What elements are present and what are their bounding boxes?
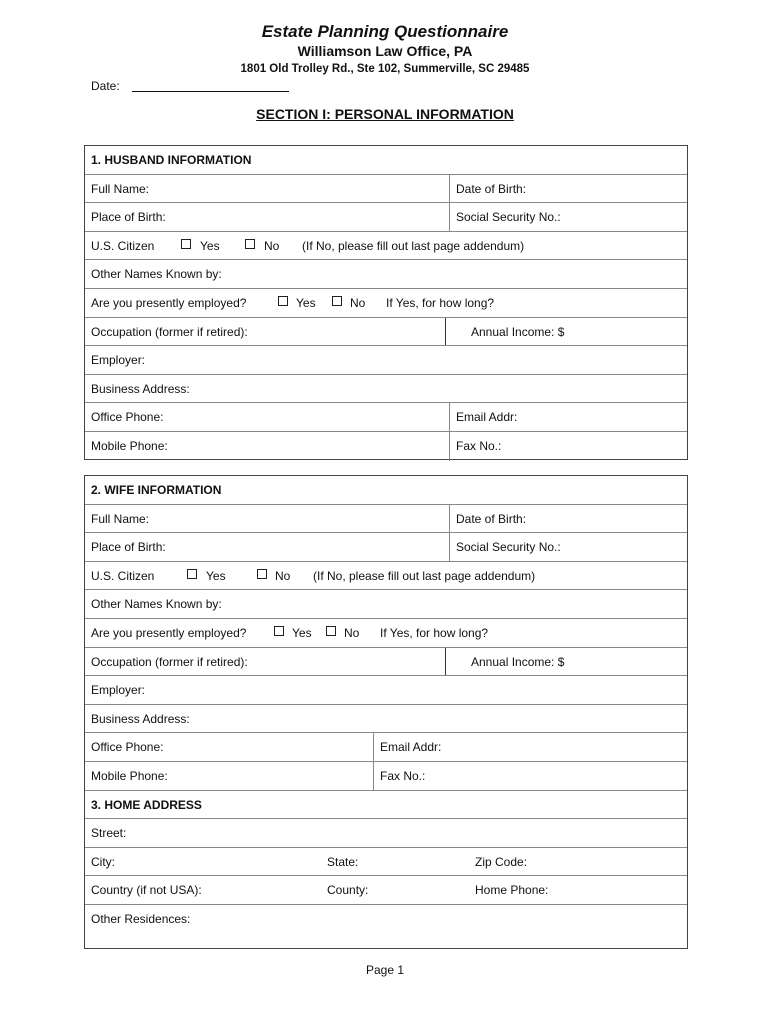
husband-employed-yes-label: Yes [296, 296, 316, 310]
wife-dob-field[interactable]: Date of Birth: [456, 511, 527, 526]
husband-heading: 1. HUSBAND INFORMATION [91, 153, 252, 167]
home-other-residences-field[interactable]: Other Residences: [91, 912, 191, 926]
home-county-field[interactable]: County: [327, 883, 369, 898]
home-zip-field[interactable]: Zip Code: [475, 854, 528, 869]
husband-other-names-row [85, 260, 687, 289]
page-number: Page 1 [365, 963, 405, 977]
wife-other-names-field[interactable]: Other Names Known by: [91, 597, 222, 612]
wife-email-field[interactable]: Email Addr: [380, 740, 442, 755]
husband-heading-row [85, 146, 687, 175]
divider [449, 432, 450, 461]
home-heading: 3. HOME ADDRESS [91, 797, 202, 812]
husband-business-address-row [85, 375, 687, 404]
home-phone-field[interactable]: Home Phone: [475, 883, 549, 898]
divider [445, 648, 446, 676]
date-label: Date: [91, 79, 120, 93]
wife-employed-no-label: No [344, 626, 360, 640]
husband-income-field[interactable]: Annual Income: $ [471, 324, 565, 339]
home-city-field[interactable]: City: [91, 854, 115, 869]
section-title: SECTION I: PERSONAL INFORMATION [256, 106, 514, 122]
husband-citizen-yes-label: Yes [200, 238, 220, 253]
home-other-residences-row [85, 905, 687, 949]
wife-citizen-yes-checkbox[interactable] [187, 569, 197, 579]
wife-business-address-field[interactable]: Business Address: [91, 711, 190, 726]
husband-employer-row [85, 346, 687, 375]
wife-employer-field[interactable]: Employer: [91, 683, 146, 698]
husband-how-long-field[interactable]: If Yes, for how long? [386, 296, 495, 310]
husband-office-phone-field[interactable]: Office Phone: [91, 410, 164, 425]
firm-name: Williamson Law Office, PA [297, 43, 473, 59]
wife-employed-no-checkbox[interactable] [326, 626, 336, 636]
husband-other-names-field[interactable]: Other Names Known by: [91, 267, 222, 282]
wife-employed-row [85, 619, 687, 648]
husband-place-of-birth-field[interactable]: Place of Birth: [91, 210, 166, 225]
wife-mobile-field[interactable]: Mobile Phone: [91, 769, 168, 783]
wife-heading: 2. WIFE INFORMATION [91, 483, 222, 497]
divider [449, 203, 450, 231]
home-heading-row [85, 791, 687, 820]
divider [445, 318, 446, 346]
husband-employed-label: Are you presently employed? [91, 296, 247, 310]
wife-citizen-no-checkbox[interactable] [257, 569, 267, 579]
husband-citizen-yes-checkbox[interactable] [181, 239, 191, 249]
wife-citizen-row [85, 562, 687, 591]
wife-occupation-field[interactable]: Occupation (former if retired): [91, 654, 248, 669]
husband-citizen-label: U.S. Citizen [91, 238, 155, 253]
wife-employed-label: Are you presently employed? [91, 626, 247, 640]
husband-citizen-note: (If No, please fill out last page addendum) [302, 238, 525, 253]
wife-how-long-field[interactable]: If Yes, for how long? [380, 626, 489, 640]
home-city-row [85, 848, 687, 877]
wife-section [84, 475, 688, 949]
divider [449, 505, 450, 533]
wife-income-field[interactable]: Annual Income: $ [471, 654, 565, 669]
husband-section [84, 145, 688, 460]
wife-birth-row [85, 533, 687, 562]
husband-citizen-no-label: No [264, 238, 280, 253]
wife-heading-row [85, 476, 687, 505]
wife-other-names-row [85, 590, 687, 619]
home-street-field[interactable]: Street: [91, 826, 127, 841]
husband-employer-field[interactable]: Employer: [91, 353, 146, 368]
husband-citizen-row [85, 232, 687, 261]
wife-fax-field[interactable]: Fax No.: [380, 769, 426, 783]
husband-occupation-field[interactable]: Occupation (former if retired): [91, 324, 248, 339]
wife-name-row [85, 505, 687, 534]
husband-occupation-row [85, 318, 687, 347]
wife-office-phone-field[interactable]: Office Phone: [91, 740, 164, 755]
husband-email-field[interactable]: Email Addr: [456, 410, 518, 425]
husband-fax-field[interactable]: Fax No.: [456, 439, 502, 453]
wife-business-address-row [85, 705, 687, 734]
husband-ssn-field[interactable]: Social Security No.: [456, 210, 561, 225]
wife-full-name-field[interactable]: Full Name: [91, 511, 150, 526]
wife-ssn-field[interactable]: Social Security No.: [456, 540, 561, 555]
husband-business-address-field[interactable]: Business Address: [91, 381, 190, 396]
date-field[interactable] [132, 91, 289, 92]
firm-address: 1801 Old Trolley Rd., Ste 102, Summerville, SC 29485 [240, 63, 530, 75]
divider [449, 533, 450, 561]
husband-name-row [85, 175, 687, 204]
husband-employed-no-checkbox[interactable] [332, 296, 342, 306]
home-country-field[interactable]: Country (if not USA): [91, 883, 202, 898]
wife-citizen-note: (If No, please fill out last page addendum) [313, 568, 536, 583]
husband-full-name-field[interactable]: Full Name: [91, 181, 150, 196]
wife-mobile-row [85, 762, 687, 791]
wife-employer-row [85, 676, 687, 705]
husband-employed-no-label: No [350, 296, 366, 310]
husband-mobile-field[interactable]: Mobile Phone: [91, 439, 168, 453]
wife-citizen-label: U.S. Citizen [91, 568, 155, 583]
home-country-row [85, 876, 687, 905]
husband-dob-field[interactable]: Date of Birth: [456, 181, 527, 196]
divider [373, 733, 374, 761]
divider [449, 175, 450, 203]
husband-mobile-row [85, 432, 687, 461]
divider [449, 403, 450, 431]
wife-place-of-birth-field[interactable]: Place of Birth: [91, 540, 166, 555]
wife-employed-yes-checkbox[interactable] [274, 626, 284, 636]
home-street-row [85, 819, 687, 848]
divider [373, 762, 374, 790]
wife-citizen-yes-label: Yes [206, 568, 226, 583]
wife-phone-row [85, 733, 687, 762]
wife-occupation-row [85, 648, 687, 677]
husband-citizen-no-checkbox[interactable] [245, 239, 255, 249]
husband-phone-row [85, 403, 687, 432]
home-state-field[interactable]: State: [327, 854, 359, 869]
husband-birth-row [85, 203, 687, 232]
form-title: Estate Planning Questionnaire [261, 22, 509, 41]
wife-employed-yes-label: Yes [292, 626, 312, 640]
husband-employed-yes-checkbox[interactable] [278, 296, 288, 306]
wife-citizen-no-label: No [275, 568, 291, 583]
husband-employed-row [85, 289, 687, 318]
